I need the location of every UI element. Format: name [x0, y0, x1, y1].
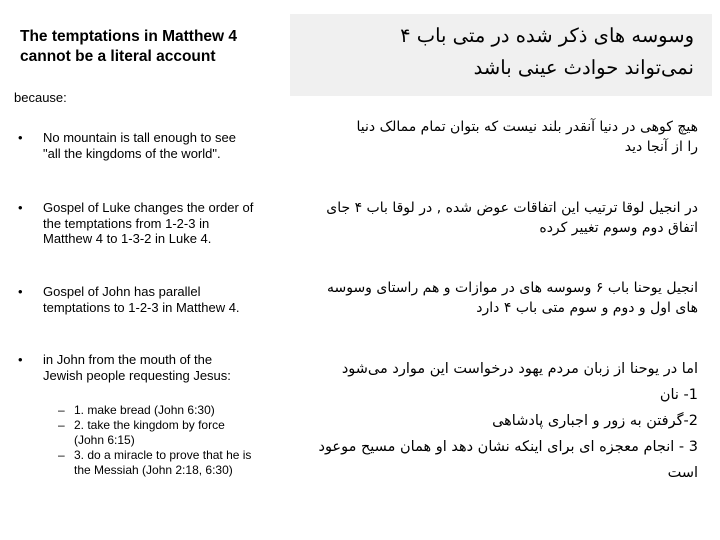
- sub-dash-1: –: [58, 403, 65, 417]
- bullet-1: •: [18, 130, 23, 145]
- persian-item-1: [258, 117, 698, 157]
- english-title: The temptations in Matthew 4 cannot be a literal account: [20, 28, 238, 65]
- persian-item-2: [258, 198, 698, 238]
- persian-item-1-line-2: را از آنجا دید: [624, 139, 698, 155]
- bullet-2: •: [18, 200, 23, 215]
- persian-item-1-line-1: هیچ کوهی در دنیا آنقدر بلند نیست که بتوان تمام ممالک دنیا: [356, 119, 698, 135]
- english-item-4: in John from the mouth of the Jewish people requesting Jesus:: [43, 352, 231, 383]
- persian-title-line-2: نمی‌تواند حوادث عینی باشد: [473, 56, 694, 79]
- persian-title: [294, 20, 694, 84]
- persian-item-2-line-1: در انجیل لوقا ترتیب این اتفاقات عوض شده , در لوقا باب ۴ جای: [326, 200, 698, 216]
- sub-dash-2: –: [58, 418, 65, 432]
- persian-item-4-line-4: 3 - انجام معجزه ای برای اینکه نشان دهد او همان مسیح موعود: [318, 439, 698, 455]
- persian-item-4-line-2: 1- نان: [659, 387, 698, 403]
- bullet-4: •: [18, 352, 23, 367]
- persian-item-4-line-5: است: [667, 465, 698, 481]
- english-item-1: No mountain is tall enough to see "all the kingdoms of the world".: [43, 130, 236, 161]
- persian-item-3-line-1: انجیل یوحنا باب ۶ وسوسه های در موازات و هم راستای وسوسه: [326, 280, 698, 296]
- sub-dash-3: –: [58, 448, 65, 462]
- persian-item-4-line-1: اما در یوحنا از زبان مردم یهود درخواست این موارد می‌شود: [341, 361, 698, 377]
- because-label: because:: [14, 90, 67, 105]
- persian-item-3: [258, 278, 698, 318]
- english-subitem-1: 1. make bread (John 6:30): [74, 403, 215, 417]
- english-item-3: Gospel of John has parallel temptations to 1-2-3 in Matthew 4.: [43, 284, 240, 315]
- english-subitem-2: 2. take the kingdom by force (John 6:15): [74, 418, 225, 447]
- persian-title-line-1: وسوسه های ذکر شده در متی باب ۴: [400, 24, 694, 47]
- english-subitem-3: 3. do a miracle to prove that he is the Messiah (John 2:18, 6:30): [74, 448, 252, 477]
- bullet-3: •: [18, 284, 23, 299]
- persian-item-3-line-2: های اول و دوم و سوم متی باب ۴ دارد: [476, 300, 698, 316]
- persian-item-4: [258, 356, 698, 486]
- english-item-2: Gospel of Luke changes the order of the temptations from 1-2-3 in Matthew 4 to 1-3-2 in Luke 4.: [43, 200, 254, 246]
- persian-item-2-line-2: اتفاق دوم وسوم تغییر کرده: [539, 220, 698, 236]
- persian-item-4-line-3: 2-گرفتن به زور و اجباری پادشاهی: [492, 413, 698, 429]
